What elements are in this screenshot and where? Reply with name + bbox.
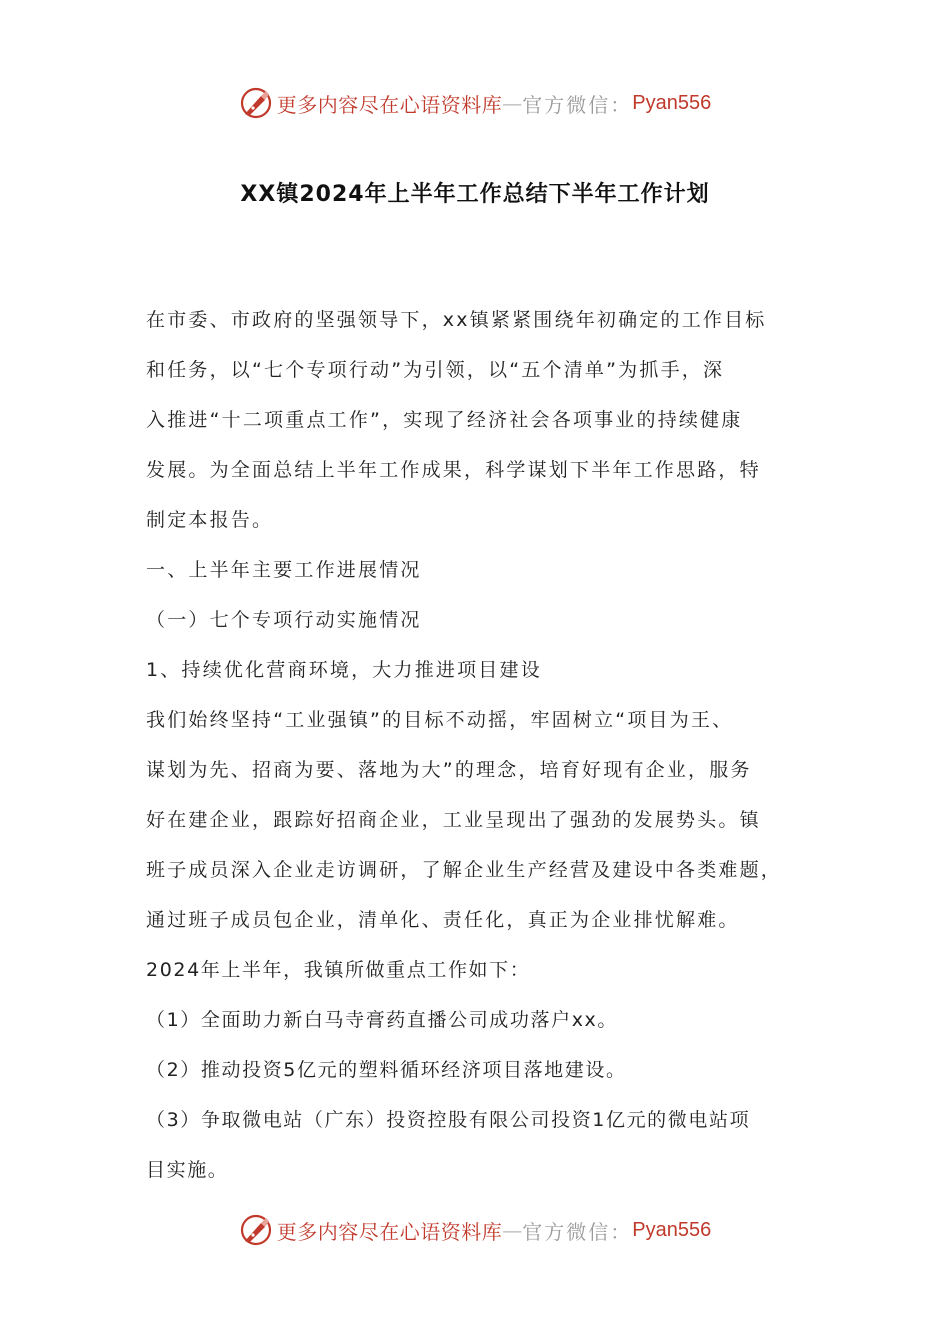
banner-wechat-id: Pyan556 <box>632 1218 712 1241</box>
subsection-heading-1: （一）七个专项行动实施情况 <box>146 609 422 631</box>
list-item-1: （1）全面助力新白马寺膏药直播公司成功落户xx。 <box>146 1009 618 1031</box>
fountain-pen-logo-icon <box>239 86 273 120</box>
body-line-1: 我们始终坚持“工业强镇”的目标不动摇，牢固树立“项目为王、 <box>146 709 734 731</box>
body-line-3: 好在建企业，跟踪好招商企业，工业呈现出了强劲的发展势头。镇 <box>146 809 761 831</box>
intro-line-5: 制定本报告。 <box>146 509 274 531</box>
body-line-2: 谋划为先、招商为要、落地为大”的理念，培育好现有企业，服务 <box>146 759 752 781</box>
summary-line: 2024年上半年，我镇所做重点工作如下： <box>146 959 531 981</box>
list-item-2: （2）推动投资5亿元的塑料循环经济项目落地建设。 <box>146 1059 627 1081</box>
footer-watermark-banner <box>0 1205 950 1255</box>
banner-dash: — <box>502 91 523 115</box>
list-item-3: （3）争取微电站（广东）投资控股有限公司投资1亿元的微电站项 <box>146 1109 751 1131</box>
intro-line-3: 入推进“十二项重点工作”，实现了经济社会各项事业的持续健康 <box>146 409 743 431</box>
banner-wechat-id: Pyan556 <box>632 91 712 114</box>
intro-line-4: 发展。为全面总结上半年工作成果，科学谋划下半年工作思路，特 <box>146 459 761 481</box>
banner-dash: — <box>502 1218 523 1242</box>
banner-official-label: 官方微信： <box>522 92 633 117</box>
section-heading-1: 一、上半年主要工作进展情况 <box>146 559 422 581</box>
header-watermark-banner <box>0 78 950 128</box>
banner-brand-text: 更多内容尽在心语资料库 <box>276 1219 503 1244</box>
body-line-5: 通过班子成员包企业，清单化、责任化，真正为企业排忧解难。 <box>146 909 740 931</box>
body-line-4: 班子成员深入企业走访调研，了解企业生产经营及建设中各类难题， <box>146 859 783 881</box>
banner-brand-text: 更多内容尽在心语资料库 <box>276 92 503 117</box>
list-item-3-cont: 目实施。 <box>146 1159 229 1181</box>
intro-line-1: 在市委、市政府的坚强领导下，xx镇紧紧围绕年初确定的工作目标 <box>146 309 767 331</box>
banner-official-label: 官方微信： <box>522 1219 633 1244</box>
intro-line-2: 和任务，以“七个专项行动”为引领，以“五个清单”为抓手，深 <box>146 359 725 381</box>
document-body <box>146 295 836 1195</box>
item-heading-1: 1、持续优化营商环境，大力推进项目建设 <box>146 659 542 681</box>
fountain-pen-logo-icon <box>239 1213 273 1247</box>
document-title: XX镇2024年上半年工作总结下半年工作计划 <box>240 182 710 207</box>
